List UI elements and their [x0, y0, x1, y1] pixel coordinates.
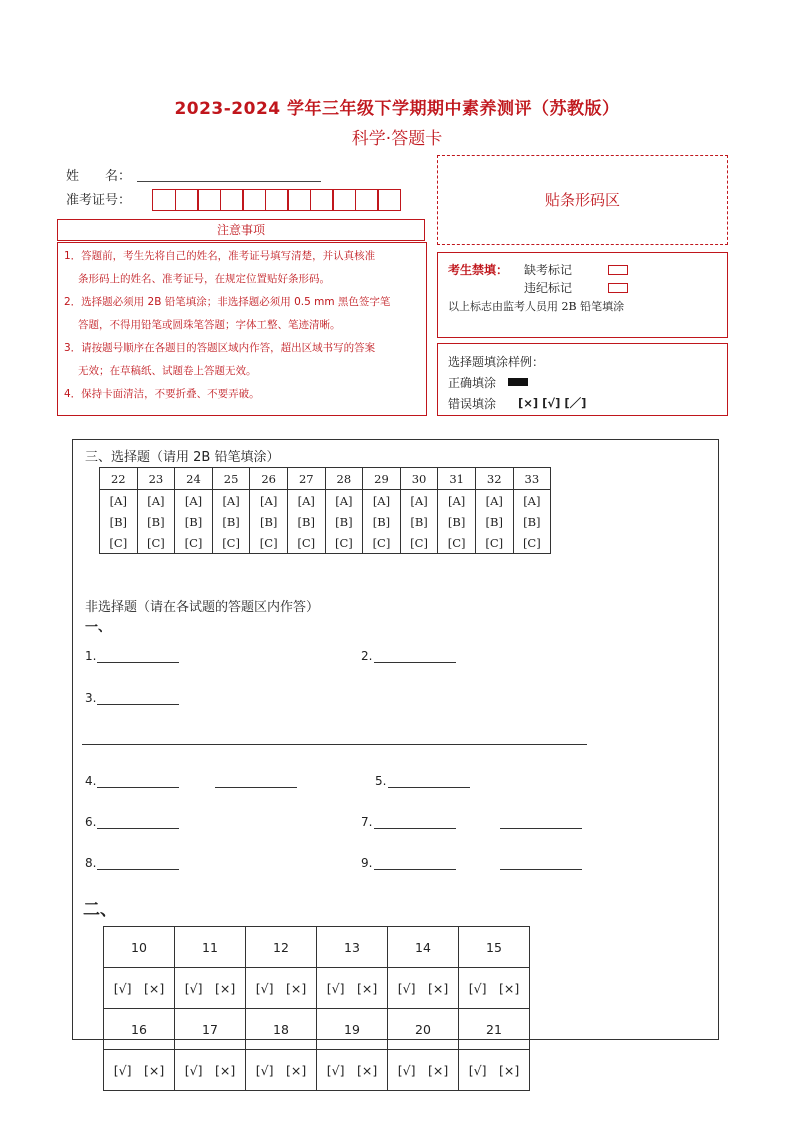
tf-question-number: 10: [104, 927, 175, 968]
tf-answer-bubbles[interactable]: [√] [×]: [459, 1050, 530, 1091]
forbidden-note: 以上标志由监考人员用 2B 铅笔填涂: [448, 300, 625, 313]
filled-sample-mark: [508, 378, 528, 386]
notice-line: 3．请按题号顺序在各题目的答题区域内作答，超出区域书写的答案: [64, 342, 376, 354]
examiner-mark-box: [437, 252, 728, 338]
violation-label: 违纪标记: [524, 281, 573, 295]
choice-option-bubble[interactable]: [C]: [475, 532, 513, 554]
wrong-fill-marks: [×] [√] [／]: [518, 396, 587, 410]
tf-answer-bubbles[interactable]: [√] [×]: [246, 968, 317, 1009]
choice-option-bubble[interactable]: [B]: [513, 511, 551, 532]
violation-mark-box[interactable]: [608, 283, 628, 293]
tf-answer-bubbles[interactable]: [√] [×]: [104, 1050, 175, 1091]
choice-option-bubble[interactable]: [C]: [363, 532, 401, 554]
exam-id-digit-box[interactable]: [152, 189, 176, 211]
choice-option-bubble[interactable]: [A]: [175, 490, 213, 512]
tf-question-number: 11: [175, 927, 246, 968]
question-9-label: 9.: [361, 856, 373, 870]
notice-line: 条形码上的姓名、准考证号，在规定位置贴好条形码。: [78, 273, 330, 285]
notice-line: 1．答题前，考生先将自己的姓名，准考证号填写清楚，并认真核准: [64, 250, 376, 262]
non-choice-heading: 非选择题（请在各试题的答题区内作答）: [85, 600, 320, 615]
tf-question-number: 20: [388, 1009, 459, 1050]
choice-option-bubble[interactable]: [C]: [250, 532, 288, 554]
name-input-line[interactable]: [137, 181, 321, 182]
choice-option-bubble[interactable]: [A]: [287, 490, 325, 512]
tf-question-number: 14: [388, 927, 459, 968]
choice-option-bubble[interactable]: [C]: [513, 532, 551, 554]
answer-line-9a[interactable]: [374, 869, 456, 870]
choice-question-number: 30: [400, 468, 438, 490]
answer-line-5[interactable]: [388, 787, 470, 788]
fill-sample-box: [437, 343, 728, 416]
tf-answer-bubbles[interactable]: [√] [×]: [317, 968, 388, 1009]
answer-line-4a[interactable]: [97, 787, 179, 788]
choice-option-bubble[interactable]: [B]: [250, 511, 288, 532]
tf-answer-bubbles[interactable]: [√] [×]: [175, 1050, 246, 1091]
choice-option-bubble[interactable]: [B]: [363, 511, 401, 532]
question-4-label: 4.: [85, 774, 97, 788]
choice-grid[interactable]: [99, 467, 551, 554]
notice-box: [57, 242, 427, 416]
name-label: 姓 名：: [66, 169, 132, 184]
choice-option-bubble[interactable]: [A]: [475, 490, 513, 512]
choice-option-bubble[interactable]: [B]: [475, 511, 513, 532]
part-one-heading: 一、: [85, 620, 112, 635]
notice-line: 答题，不得用铅笔或圆珠笔答题；字体工整、笔迹清晰。: [78, 319, 341, 331]
choice-option-bubble[interactable]: [C]: [212, 532, 250, 554]
choice-option-bubble[interactable]: [C]: [100, 532, 138, 554]
exam-id-digit-box[interactable]: [242, 189, 266, 211]
question-1-label: 1.: [85, 649, 97, 663]
tf-answer-bubbles[interactable]: [√] [×]: [104, 968, 175, 1009]
choice-option-bubble[interactable]: [A]: [325, 490, 363, 512]
barcode-area: 贴条形码区: [437, 155, 728, 245]
answer-line-6[interactable]: [97, 828, 179, 829]
choice-question-number: 28: [325, 468, 363, 490]
choice-option-bubble[interactable]: [B]: [287, 511, 325, 532]
choice-option-bubble[interactable]: [C]: [325, 532, 363, 554]
tf-question-number: 21: [459, 1009, 530, 1050]
exam-title: 2023-2024 学年三年级下学期期中素养测评（苏教版）: [174, 99, 620, 119]
choice-section-heading: 三、选择题（请用 2B 铅笔填涂）: [85, 450, 280, 465]
tf-question-number: 16: [104, 1009, 175, 1050]
notice-line: 4．保持卡面清洁，不要折叠、不要弄破。: [64, 388, 260, 400]
answer-area: [72, 439, 719, 1078]
true-false-grid[interactable]: [103, 926, 530, 1091]
choice-option-bubble[interactable]: [A]: [137, 490, 175, 512]
choice-option-bubble[interactable]: [B]: [212, 511, 250, 532]
forbidden-label: 考生禁填：: [448, 263, 509, 277]
choice-question-number: 32: [475, 468, 513, 490]
exam-id-digit-box[interactable]: [332, 189, 356, 211]
answer-line-2[interactable]: [374, 662, 456, 663]
exam-id-digit-box[interactable]: [265, 189, 289, 211]
tf-question-number: 13: [317, 927, 388, 968]
choice-option-bubble[interactable]: [B]: [325, 511, 363, 532]
question-7-label: 7.: [361, 815, 373, 829]
absent-label: 缺考标记: [524, 263, 573, 277]
tf-answer-bubbles[interactable]: [√] [×]: [175, 968, 246, 1009]
answer-line-4b[interactable]: [215, 787, 297, 788]
choice-question-number: 27: [287, 468, 325, 490]
part-two-heading: 二、: [83, 900, 117, 920]
answer-card-subtitle: 科学·答题卡: [351, 129, 443, 149]
answer-line-3[interactable]: [97, 704, 179, 705]
tf-question-number: 17: [175, 1009, 246, 1050]
choice-option-bubble[interactable]: [C]: [137, 532, 175, 554]
choice-option-bubble[interactable]: [B]: [175, 511, 213, 532]
choice-question-number: 31: [438, 468, 476, 490]
exam-id-digit-box[interactable]: [355, 189, 379, 211]
choice-option-bubble[interactable]: [C]: [175, 532, 213, 554]
tf-question-number: 18: [246, 1009, 317, 1050]
answer-line-7a[interactable]: [374, 828, 456, 829]
exam-id-digit-box[interactable]: [287, 189, 311, 211]
choice-option-bubble[interactable]: [C]: [400, 532, 438, 554]
answer-line-1[interactable]: [97, 662, 179, 663]
exam-id-digit-box[interactable]: [220, 189, 244, 211]
question-3-label: 3.: [85, 691, 97, 705]
sample-heading: 选择题填涂样例：: [448, 355, 545, 369]
correct-fill-label: 正确填涂: [448, 376, 497, 390]
choice-option-bubble[interactable]: [A]: [363, 490, 401, 512]
tf-answer-bubbles[interactable]: [√] [×]: [317, 1050, 388, 1091]
exam-id-label: 准考证号：: [66, 193, 132, 208]
notice-heading: 注意事项: [57, 219, 425, 241]
choice-option-bubble[interactable]: [C]: [438, 532, 476, 554]
exam-id-digit-box[interactable]: [310, 189, 334, 211]
tf-question-number: 19: [317, 1009, 388, 1050]
exam-id-digit-box[interactable]: [175, 189, 199, 211]
absent-mark-box[interactable]: [608, 265, 628, 275]
question-6-label: 6.: [85, 815, 97, 829]
choice-question-number: 29: [363, 468, 401, 490]
choice-option-bubble[interactable]: [A]: [438, 490, 476, 512]
tf-question-number: 15: [459, 927, 530, 968]
choice-option-bubble[interactable]: [A]: [100, 490, 138, 512]
answer-line-3-long[interactable]: [82, 744, 587, 745]
answer-line-8[interactable]: [97, 869, 179, 870]
tf-answer-bubbles[interactable]: [√] [×]: [459, 968, 530, 1009]
choice-option-bubble[interactable]: [C]: [287, 532, 325, 554]
notice-line: 无效；在草稿纸、试题卷上答题无效。: [78, 365, 257, 377]
question-5-label: 5.: [375, 774, 387, 788]
choice-question-number: 23: [137, 468, 175, 490]
true-false-grid-clip: [103, 926, 533, 1078]
choice-option-bubble[interactable]: [B]: [400, 511, 438, 532]
tf-question-number: 12: [246, 927, 317, 968]
choice-question-number: 26: [250, 468, 288, 490]
choice-option-bubble[interactable]: [B]: [438, 511, 476, 532]
question-8-label: 8.: [85, 856, 97, 870]
choice-option-bubble[interactable]: [B]: [100, 511, 138, 532]
choice-option-bubble[interactable]: [A]: [400, 490, 438, 512]
exam-id-digit-box[interactable]: [377, 189, 401, 211]
choice-option-bubble[interactable]: [A]: [250, 490, 288, 512]
tf-answer-bubbles[interactable]: [√] [×]: [388, 968, 459, 1009]
choice-question-number: 33: [513, 468, 551, 490]
choice-option-bubble[interactable]: [A]: [212, 490, 250, 512]
exam-id-digit-box[interactable]: [197, 189, 221, 211]
question-2-label: 2.: [361, 649, 373, 663]
tf-answer-bubbles[interactable]: [√] [×]: [246, 1050, 317, 1091]
notice-line: 2．选择题必须用 2B 铅笔填涂；非选择题必须用 0.5 mm 黑色签字笔: [64, 296, 391, 308]
answer-line-9b[interactable]: [500, 869, 582, 870]
exam-id-boxes[interactable]: [152, 189, 401, 211]
tf-answer-bubbles[interactable]: [√] [×]: [388, 1050, 459, 1091]
choice-option-bubble[interactable]: [B]: [137, 511, 175, 532]
choice-question-number: 22: [100, 468, 138, 490]
choice-question-number: 25: [212, 468, 250, 490]
choice-option-bubble[interactable]: [A]: [513, 490, 551, 512]
wrong-fill-label: 错误填涂: [448, 397, 497, 411]
choice-question-number: 24: [175, 468, 213, 490]
answer-line-7b[interactable]: [500, 828, 582, 829]
